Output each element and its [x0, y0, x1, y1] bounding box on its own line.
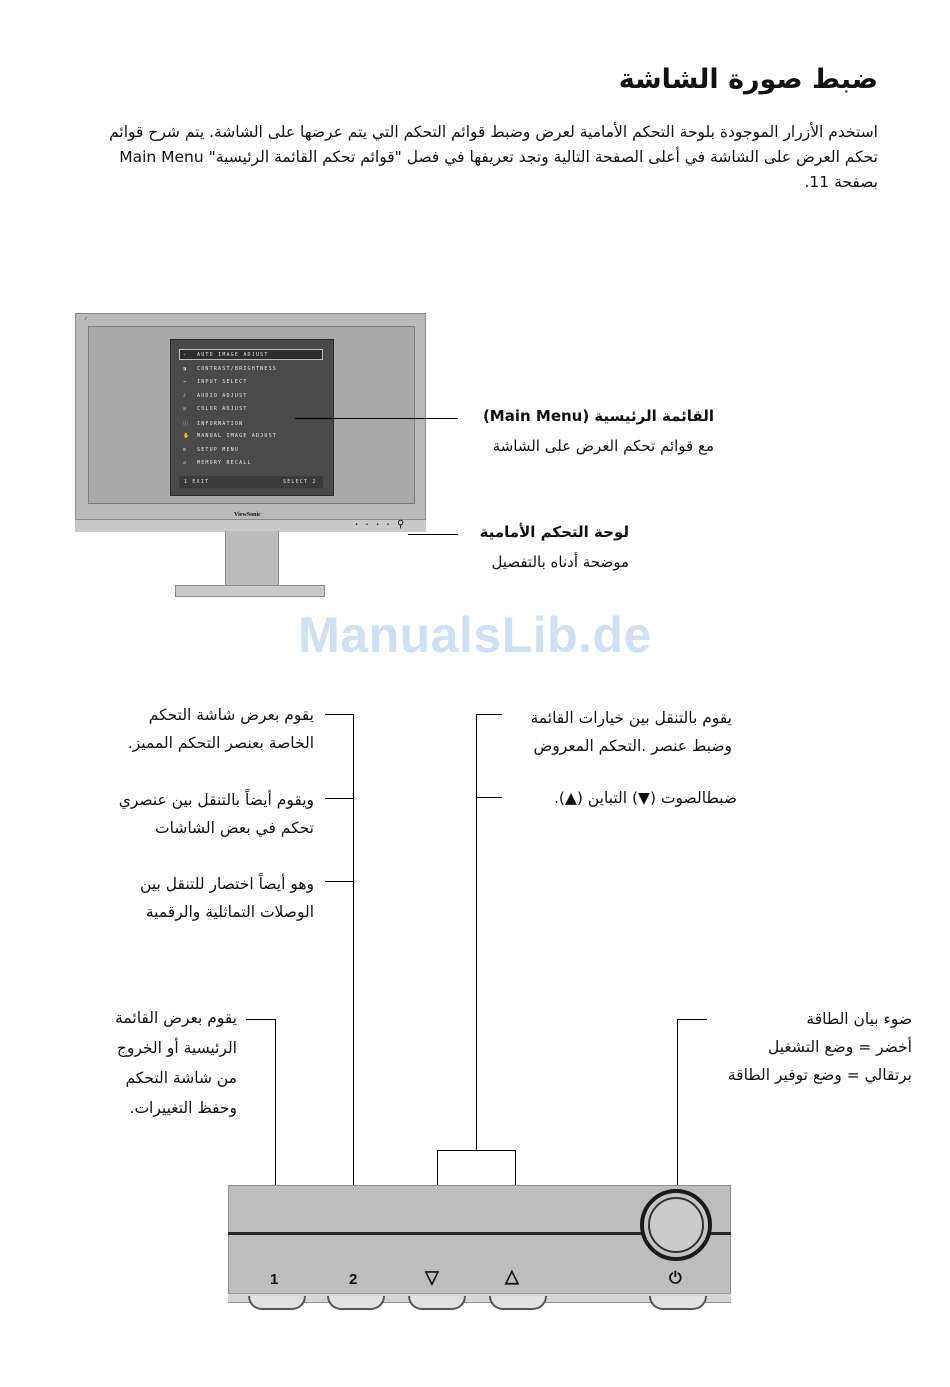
osd-menu-item [183, 433, 277, 439]
leader-line [677, 1019, 707, 1020]
leader-line [408, 534, 458, 535]
info-icon: ⓘ [183, 421, 190, 427]
osd-menu-item-label: AUDIO ADJUST [197, 393, 248, 399]
osd-menu-item-label: AUTO IMAGE ADJUST [197, 352, 269, 358]
power-icon: ⏻ [669, 1268, 682, 1287]
leader-line [437, 1150, 438, 1185]
leader-line [295, 418, 458, 419]
leader-line [325, 714, 353, 715]
callout-main-menu-desc: مع قوائم تحكم العرض على الشاشة [492, 437, 714, 455]
recall-icon: ↺ [183, 460, 188, 466]
power-button[interactable] [649, 1296, 707, 1310]
note-adjust: ضبطالصوت (▼) التباين (▲). [554, 789, 737, 807]
callout-front-panel-desc: موضحة أدناه بالتفصيل [491, 553, 629, 571]
stand-neck [225, 531, 279, 587]
leader-line [325, 798, 353, 799]
watermark: ManualsLib.de [298, 607, 652, 663]
contrast-icon: ◨ [183, 366, 188, 372]
osd-menu-item [183, 460, 252, 466]
osd-menu-item-label: INPUT SELECT [197, 379, 248, 385]
osd-menu-item [183, 366, 277, 372]
osd-menu-item-label: MANUAL IMAGE ADJUST [197, 433, 277, 439]
note-button2-a: يقوم بعرض شاشة التحكم الخاصة بعنصر التحكم المميز. [127, 706, 314, 752]
leader-line [515, 1150, 516, 1185]
color-icon: ◎ [183, 406, 188, 412]
osd-menu-item [183, 420, 243, 427]
osd-menu-item-label: COLOR ADJUST [197, 406, 248, 412]
callout-main-menu-title: القائمة الرئيسية (Main Menu) [482, 407, 714, 425]
leader-line [437, 1150, 516, 1151]
stand-base [175, 585, 325, 597]
down-arrow-icon: ▽ [425, 1267, 439, 1287]
intro-paragraph [72, 120, 878, 195]
note-navigation: يقوم بالتنقل بين خيارات القائمة وضبط عنصر .التحكم المعروض [530, 709, 732, 755]
leader-line [677, 1019, 678, 1189]
leader-line [246, 1019, 276, 1020]
brand-logo: ViewSonic [234, 512, 261, 518]
button-1[interactable] [248, 1296, 306, 1310]
osd-menu-item-label: SETUP MENU [197, 447, 240, 453]
osd-menu-item [183, 406, 248, 412]
leader-line [476, 714, 502, 715]
brand-logo-small: ✓ [84, 316, 89, 322]
note-button2-c: وهو أيضاً اختصار للتنقل بين الوصلات التماثلية والرقمية [140, 875, 314, 921]
osd-menu-item [183, 447, 239, 453]
osd-menu-item [183, 352, 269, 358]
note-button1: يقوم بعرض القائمة الرئيسية أو الخروج من شاشة التحكم وحفظ التغييرات. [115, 1009, 237, 1117]
osd-menu-item-label: MEMORY RECALL [197, 460, 252, 466]
up-arrow-icon: △ [505, 1266, 519, 1286]
callout-front-panel-title: لوحة التحكم الأمامية [479, 523, 629, 541]
button-2-label: 2 [349, 1271, 358, 1288]
intro-line: بصفحة 11. [804, 173, 878, 191]
leader-line [476, 714, 477, 1150]
input-icon: ⇥ [183, 379, 188, 385]
setup-icon: ⚙ [183, 447, 188, 453]
button-1-label: 1 [270, 1271, 279, 1288]
page-title: ضبط صورة الشاشة [618, 64, 878, 95]
note-power-light: ضوء بيان الطاقة أخضر = وضع التشغيل برتقالي = وضع توفير الطاقة [727, 1010, 912, 1084]
leader-line [275, 1019, 276, 1185]
osd-menu-item-label: INFORMATION [197, 421, 244, 427]
leader-line [353, 714, 354, 1185]
manual-icon: ✋ [183, 433, 191, 439]
down-button[interactable] [408, 1296, 466, 1310]
osd-menu-item [183, 393, 248, 399]
intro-line: استخدم الأزرار الموجودة بلوحة التحكم الأمامية لعرض وضبط قوائم التحكم التي يتم عرضها على الشاشة. يتم شرح قوائم [109, 123, 878, 141]
osd-menu-item-label: CONTRAST/BRIGHTNESS [197, 366, 277, 372]
up-button[interactable] [489, 1296, 547, 1310]
note-button2-b: ويقوم أيضاً بالتنقل بين عنصري تحكم في بعض الشاشات [118, 791, 314, 837]
button-2[interactable] [327, 1296, 385, 1310]
auto-adjust-icon: ✧ [183, 352, 188, 358]
osd-menu-item [183, 379, 248, 385]
audio-icon: ♪ [183, 393, 188, 399]
leader-line [325, 881, 353, 882]
osd-footer-right: SELECT 2 [283, 479, 317, 485]
monitor-buttons: • • • • [355, 522, 393, 528]
leader-line [476, 797, 502, 798]
osd-footer-left: 1 EXIT [184, 479, 210, 485]
intro-line: تحكم العرض على الشاشة في أعلى الصفحة التالية وتجد تعريفها في فصل "قوائم تحكم القائمة الرئيسية" Main Menu [119, 148, 878, 166]
monitor-power-icon: ⚲ [397, 519, 405, 530]
power-light-indicator [648, 1197, 704, 1253]
